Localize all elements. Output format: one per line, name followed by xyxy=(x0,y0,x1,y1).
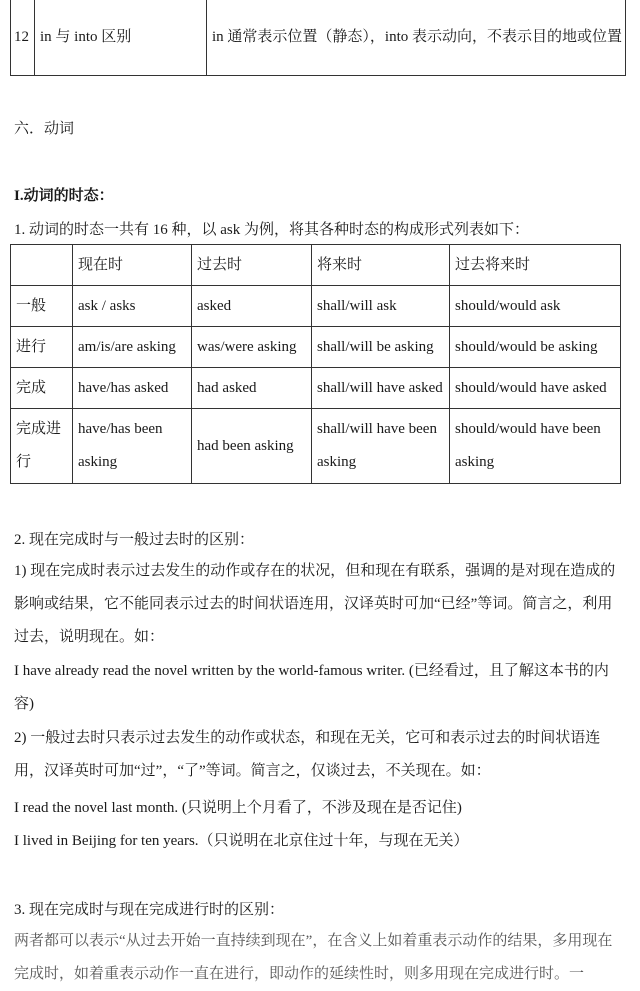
table-cell: shall/will have been asking xyxy=(312,409,450,484)
table-row xyxy=(11,0,626,76)
table-cell: had asked xyxy=(192,368,312,409)
header-cell: 过去时 xyxy=(192,245,312,286)
table-cell: ask / asks xyxy=(73,286,192,327)
tense-table xyxy=(10,244,621,484)
vocab-table xyxy=(10,0,626,76)
table-cell: shall/will ask xyxy=(312,286,450,327)
table-cell: should/would ask xyxy=(450,286,621,327)
row-number: 12 xyxy=(11,0,35,76)
description-cell: in 通常表示位置（静态），into 表示动向，不表示目的地或位置 xyxy=(207,0,626,76)
subsection-title: I.动词的时态： xyxy=(14,188,114,204)
table-cell: have/has asked xyxy=(73,368,192,409)
table-row xyxy=(11,286,621,327)
point2-paragraph-1: 1) 现在完成时表示过去发生的动作或存在的状况，但和现在有联系，强调的是对现在造成的影响或结果，它不能同表示过去的时间状语连用，汉译英时可加“已经”等词。简言之，利用过去，说明现在。如： xyxy=(14,563,616,645)
table-cell: shall/will have asked xyxy=(312,368,450,409)
point2-example-3: I lived in Beijing for ten years.（只说明在北京住过十年，与现在无关） xyxy=(14,833,469,849)
term-cell: in 与 into 区别 xyxy=(35,0,207,76)
table-row xyxy=(11,368,621,409)
row-label: 完成 xyxy=(11,368,73,409)
point2-paragraph-2: 2) 一般过去时只表示过去发生的动作或状态，和现在无关，它可和表示过去的时间状语连用，汉译英时可加“过”，“了”等词。简言之，仅谈过去，不关现在。如： xyxy=(14,730,601,779)
point2-example-1: I have already read the novel written by the world-famous writer. (已经看过，且了解这本书的内容) xyxy=(14,663,609,712)
header-cell: 现在时 xyxy=(73,245,192,286)
table-cell: have/has been asking xyxy=(73,409,192,484)
table-cell: should/would be asking xyxy=(450,327,621,368)
table-cell: shall/will be asking xyxy=(312,327,450,368)
point3-paragraph: 两者都可以表示“从过去开始一直持续到现在”，在含义上如着重表示动作的结果，多用现在完成时，如着重表示动作一直在进行，即动作的延续性时，则多用现在完成进行时。一 xyxy=(14,933,613,982)
section-title: 六．动词 xyxy=(14,121,75,137)
table-cell: was/were asking xyxy=(192,327,312,368)
point1-text: 1. 动词的时态一共有 16 种，以 ask 为例，将其各种时态的构成形式列表如下： xyxy=(14,222,529,238)
header-cell: 过去将来时 xyxy=(450,245,621,286)
table-cell: asked xyxy=(192,286,312,327)
table-row xyxy=(11,409,621,484)
row-label: 一般 xyxy=(11,286,73,327)
row-label: 完成进行 xyxy=(11,409,73,484)
point3-title: 3. 现在完成时与现在完成进行时的区别： xyxy=(14,902,285,918)
header-cell xyxy=(11,245,73,286)
table-cell: had been asking xyxy=(192,409,312,484)
row-label: 进行 xyxy=(11,327,73,368)
header-cell: 将来时 xyxy=(312,245,450,286)
table-header-row xyxy=(11,245,621,286)
table-cell: should/would have asked xyxy=(450,368,621,409)
table-row xyxy=(11,327,621,368)
table-cell: am/is/are asking xyxy=(73,327,192,368)
point2-title: 2. 现在完成时与一般过去时的区别： xyxy=(14,532,255,548)
point2-example-2: I read the novel last month. (只说明上个月看了，不涉及现在是否记住) xyxy=(14,800,462,816)
table-cell: should/would have been asking xyxy=(450,409,621,484)
